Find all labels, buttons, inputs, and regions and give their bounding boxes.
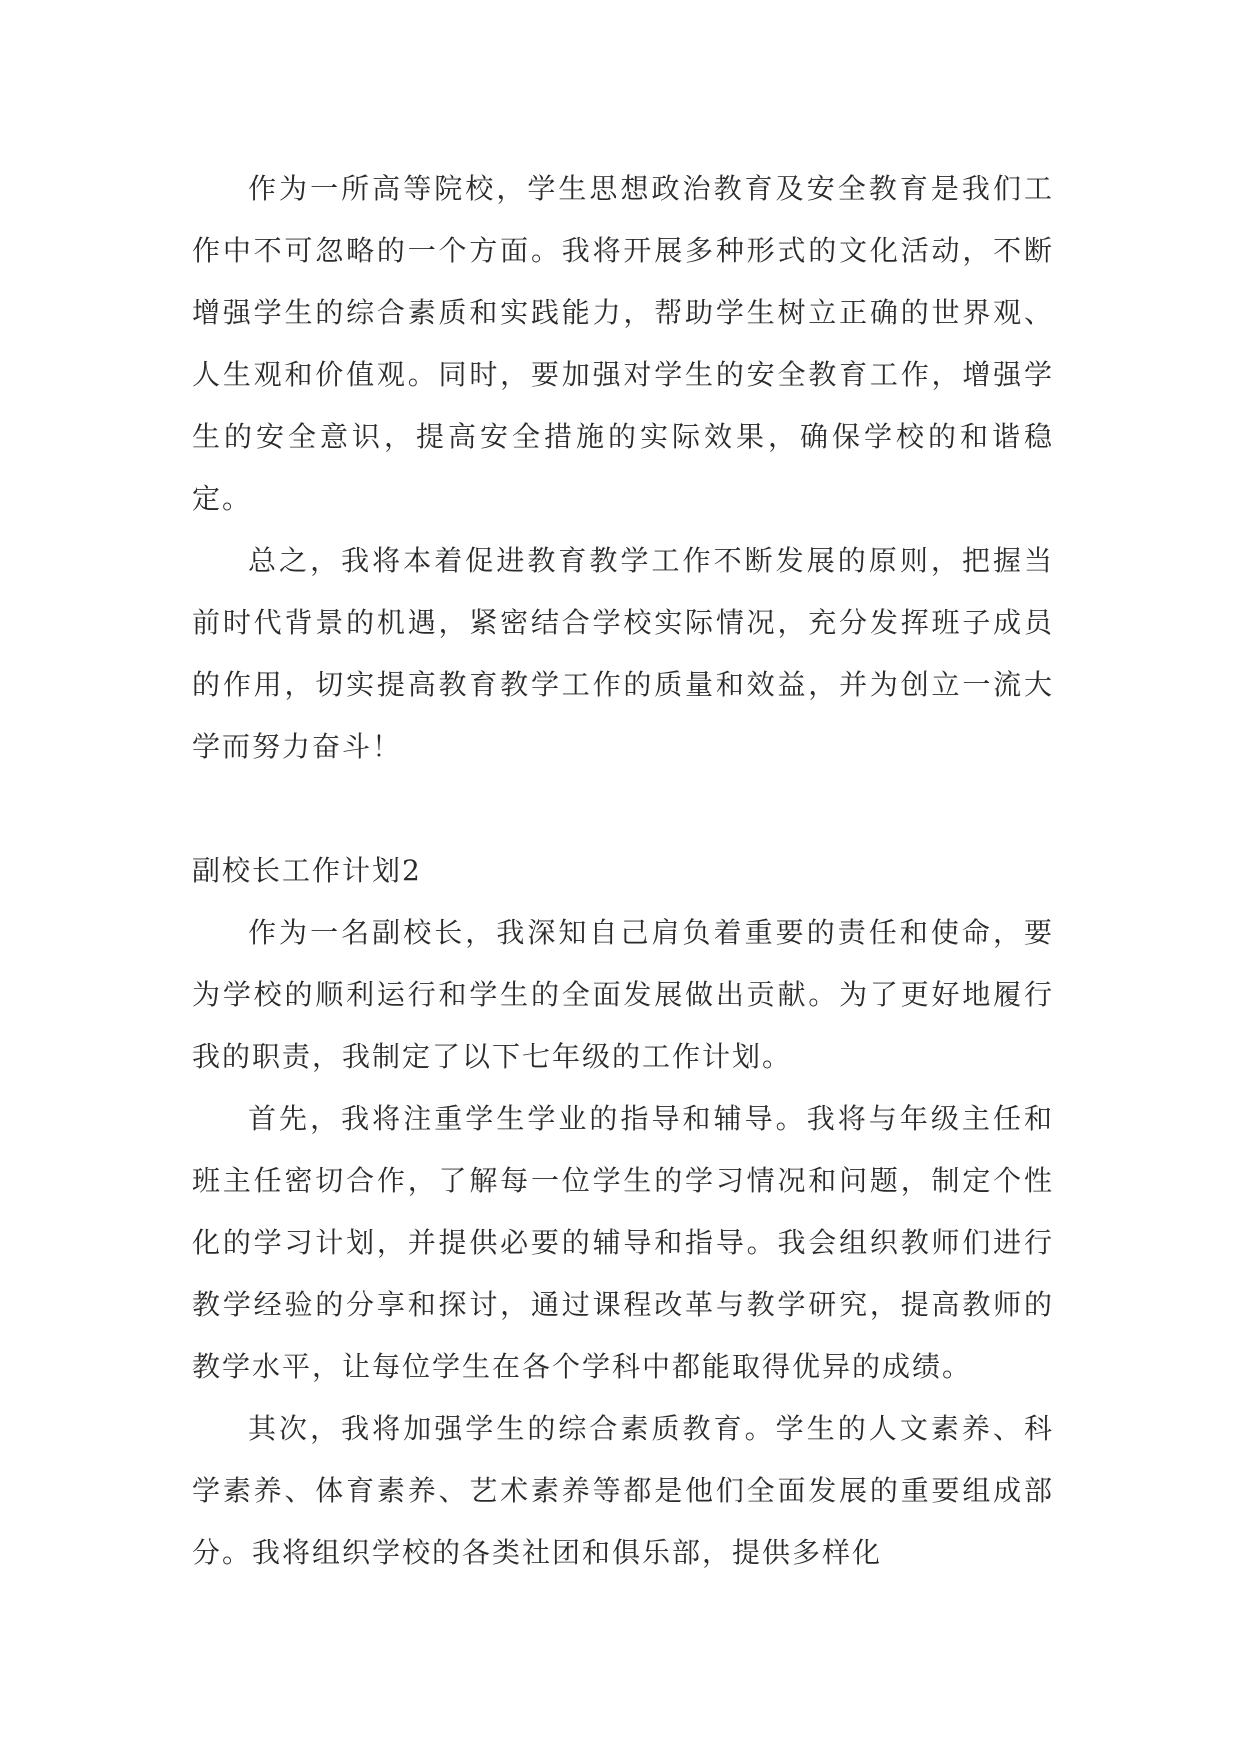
- document-body: [192, 158, 1054, 1584]
- paragraph: 作为一所高等院校，学生思想政治教育及安全教育是我们工作中不可忽略的一个方面。我将开展多种形式的文化活动，不断增强学生的综合素质和实践能力，帮助学生树立正确的世界观、人生观和价值观。同时，要加强对学生的安全教育工作，增强学生的安全意识，提高安全措施的实际效果，确保学校的和谐稳定。: [192, 172, 1054, 515]
- paragraph: 其次，我将加强学生的综合素质教育。学生的人文素养、科学素养、体育素养、艺术素养等都是他们全面发展的重要组成部分。我将组织学校的各类社团和俱乐部，提供多样化: [192, 1412, 1054, 1569]
- paragraph: 首先，我将注重学生学业的指导和辅导。我将与年级主任和班主任密切合作，了解每一位学生的学习情况和问题，制定个性化的学习计划，并提供必要的辅导和指导。我会组织教师们进行教学经验的分享和探讨，通过课程改革与教学研究，提高教师的教学水平，让每位学生在各个学科中都能取得优异的成绩。: [192, 1102, 1054, 1383]
- paragraph: 总之，我将本着促进教育教学工作不断发展的原则，把握当前时代背景的机遇，紧密结合学校实际情况，充分发挥班子成员的作用，切实提高教育教学工作的质量和效益，并为创立一流大学而努力奋斗！: [192, 544, 1054, 763]
- paragraph: 作为一名副校长，我深知自己肩负着重要的责任和使命，要为学校的顺利运行和学生的全面发展做出贡献。为了更好地履行我的职责，我制定了以下七年级的工作计划。: [192, 916, 1054, 1073]
- section-heading: 副校长工作计划2: [192, 854, 422, 887]
